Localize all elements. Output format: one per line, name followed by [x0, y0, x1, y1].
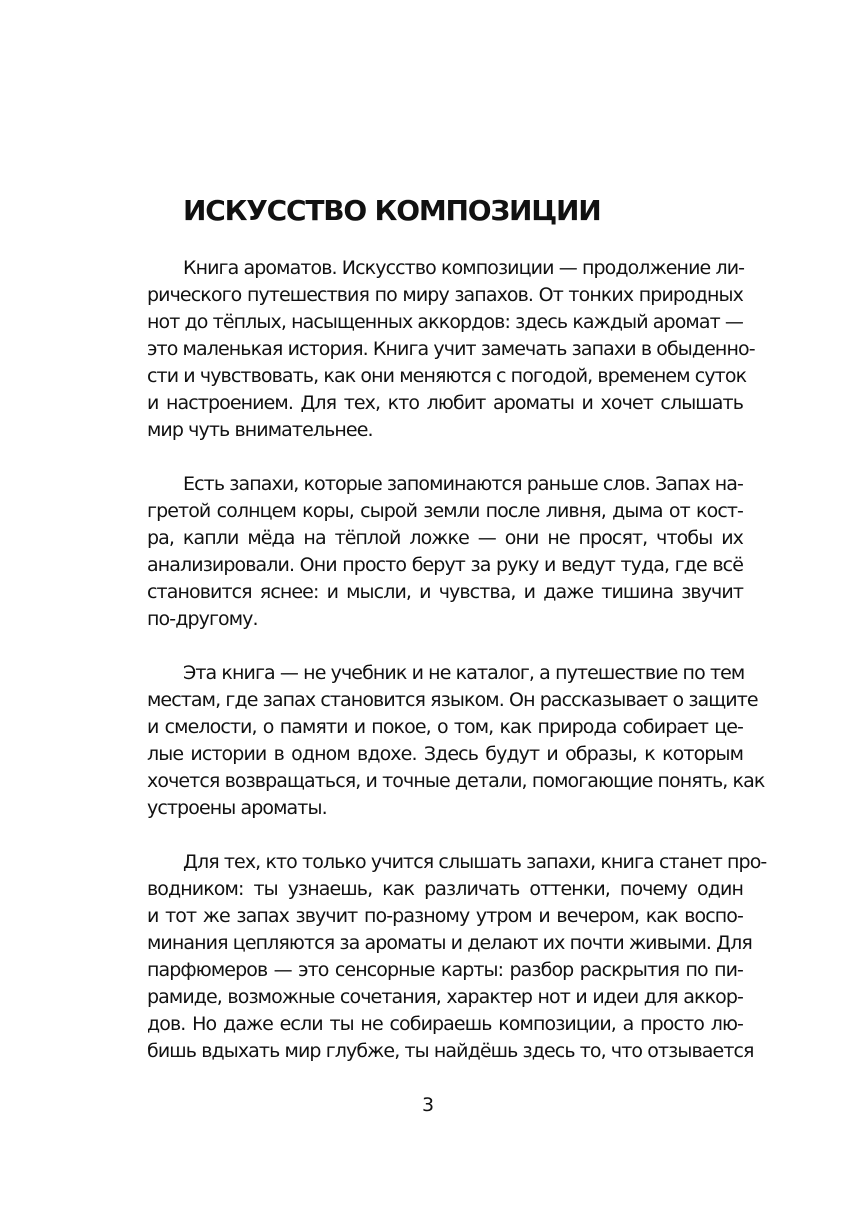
text-line: рического путешествия по миру запахов. От тонких природных [147, 284, 743, 306]
text-line: Для тех, кто только учится слышать запахи, книга станет про- [183, 851, 767, 873]
text-line: анализировали. Они просто берут за руку и ведут туда, где всё [147, 554, 743, 576]
text-line: Эта книга — не учебник и не каталог, а путешествие по тем [183, 662, 745, 684]
text-line: устроены ароматы. [147, 797, 327, 819]
text-line: лые истории в одном вдохе. Здесь будут и образы, к которым [147, 743, 743, 765]
text-line: водником: ты узнаешь, как различать оттенки, почему один [147, 878, 743, 900]
text-line: и настроением. Для тех, кто любит ароматы и хочет слышать [147, 392, 743, 414]
paragraph [147, 660, 765, 822]
text-line: ра, капли мёда на тёплой ложке — они не просят, чтобы их [147, 527, 743, 549]
text-line: минания цепляются за ароматы и делают их почти живыми. Для [147, 932, 752, 954]
text-line: местам, где запах становится языком. Он рассказывает о защите [147, 689, 758, 711]
text-line: по-другому. [147, 608, 258, 630]
text-line: мир чуть внимательнее. [147, 419, 373, 441]
text-line: и тот же запах звучит по-разному утром и вечером, как воспо- [147, 905, 743, 927]
paragraph [147, 255, 755, 444]
text-line: Есть запахи, которые запоминаются раньше слов. Запах на- [183, 473, 743, 495]
text-line: гретой солнцем коры, сырой земли после ливня, дыма от кост- [147, 500, 743, 522]
body-text [147, 255, 767, 1065]
text-line: дов. Но даже если ты не собираешь композиции, а просто лю- [147, 1013, 743, 1035]
text-line: парфюмеров — это сенсорные карты: разбор раскрытия по пи- [147, 959, 743, 981]
chapter-title: ИСКУССТВО КОМПОЗИЦИИ [183, 194, 601, 227]
text-line: Книга ароматов. Искусство композиции — продолжение ли- [183, 257, 745, 279]
text-line: рамиде, возможные сочетания, характер нот и идеи для аккор- [147, 986, 743, 1008]
text-line: и смелости, о памяти и покое, о том, как природа собирает це- [147, 716, 743, 738]
text-line: сти и чувствовать, как они меняются с погодой, временем суток [147, 365, 747, 387]
paragraph [147, 849, 767, 1065]
page-number: 3 [421, 1094, 435, 1116]
text-line: нот до тёплых, насыщенных аккордов: здесь каждый аромат — [147, 311, 743, 333]
text-line: бишь вдыхать мир глубже, ты найдёшь здесь то, что отзывается [147, 1040, 754, 1062]
text-line: становится яснее: и мысли, и чувства, и даже тишина звучит [147, 581, 743, 603]
text-line: хочется возвращаться, и точные детали, помогающие понять, как [147, 770, 765, 792]
text-line: это маленькая история. Книга учит замечать запахи в обыденно- [147, 338, 755, 360]
paragraph [147, 471, 743, 633]
